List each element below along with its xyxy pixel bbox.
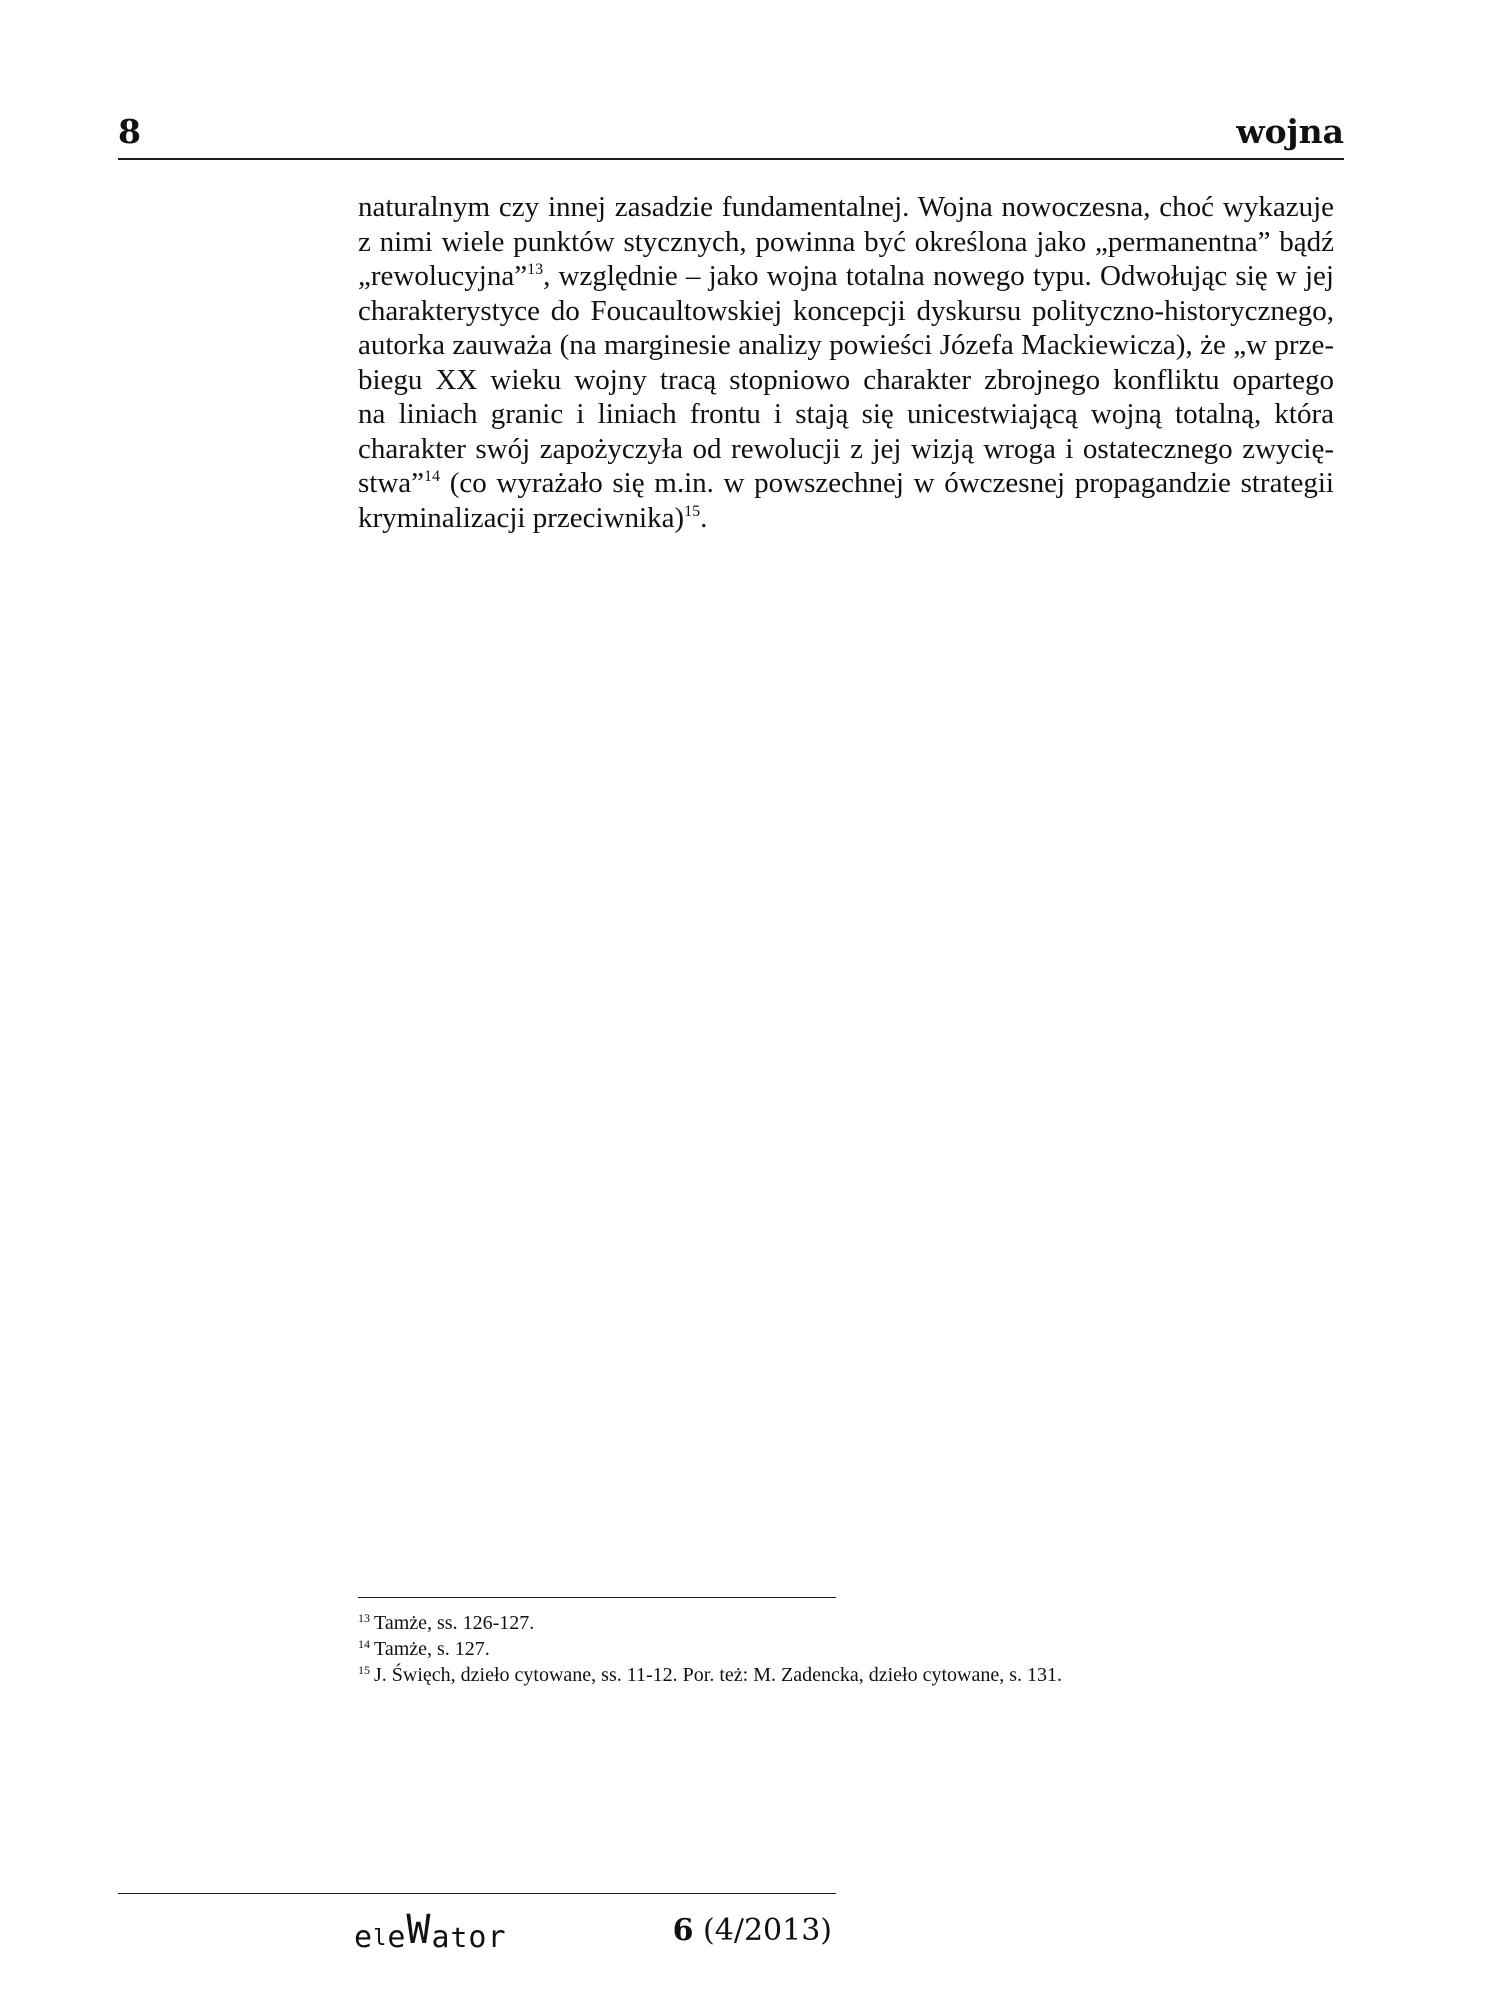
footnote-text: J. Święch, dzieło cytowane, ss. 11-12. Por. też: M. Zadencka, dzieło cytowane, s. 131. [374, 1664, 1062, 1686]
footnote [358, 1662, 1318, 1688]
body-text-segment: . [700, 501, 708, 534]
header-rule [118, 158, 1344, 160]
body-text-segment: kryminalizacji przeciwnika) [358, 501, 685, 534]
body-line [358, 259, 1334, 294]
footnotes [358, 1610, 1318, 1688]
body-text-segment: , względnie – jako wojna totalna nowego typu. Odwołując się w jej [543, 260, 1334, 292]
logo-letter: r [487, 1920, 507, 1955]
footnote-reference[interactable]: 14 [424, 468, 441, 485]
body-line: z nimi wiele punktów stycznych, powinna być określona jako „permanentna” bądź [358, 225, 1334, 258]
footnote-number: 14 [358, 1637, 370, 1651]
logo-letter: l [373, 1926, 388, 1951]
issue-number: 6 [672, 1913, 694, 1948]
running-head: wojna [1236, 112, 1344, 151]
logo-letter: e [354, 1920, 374, 1955]
body-line: autorka zauważa (na marginesie analizy powieści Józefa Mackiewicza), że „w prze- [358, 329, 1334, 361]
body-line: biegu XX wieku wojny tracą stopniowo charakter zbrojnego konfliktu opartego [358, 363, 1334, 396]
footnote [358, 1610, 1318, 1636]
body-line: naturalnym czy innej zasadzie fundamentalnej. Wojna nowoczesna, choć wykazuje [358, 191, 1334, 223]
footnote-separator [358, 1597, 836, 1598]
body-line [358, 466, 1334, 501]
body-paragraph [358, 190, 1334, 535]
logo-letter: o [468, 1920, 488, 1955]
issue-detail: (4/2013) [703, 1913, 832, 1948]
footnote-reference[interactable]: 15 [684, 502, 701, 520]
body-line: charakter swój zapożyczyła od rewolucji z jej wizją wroga i ostatecznego zwycię- [358, 432, 1334, 465]
logo-letter: e [387, 1920, 407, 1955]
body-text-segment: „rewolucyjna” [358, 260, 528, 292]
footnote-number: 15 [358, 1663, 370, 1677]
footnote [358, 1636, 1318, 1662]
logo-letter: W [406, 1907, 432, 1953]
logo-letter: a [431, 1920, 451, 1955]
body-line: charakterystyce do Foucaultowskiej koncepcji dyskursu polityczno-historycznego, [358, 294, 1334, 327]
body-line [358, 501, 1334, 536]
footnote-text: Tamże, s. 127. [374, 1638, 490, 1660]
journal-logo [354, 1907, 507, 1959]
footnote-reference[interactable]: 13 [527, 261, 544, 278]
footer-rule [118, 1893, 836, 1894]
footnote-number: 13 [358, 1611, 370, 1625]
logo-letter: t [450, 1921, 469, 1954]
page-number: 8 [118, 112, 141, 151]
body-text-segment: (co wyrażało się m.in. w powszechnej w ówczesnej propagandzie strategii [440, 467, 1334, 499]
footnote-text: Tamże, ss. 126-127. [374, 1612, 535, 1634]
issue-label [673, 1911, 832, 1951]
body-text-segment: stwa” [358, 467, 425, 499]
body-line: na liniach granic i liniach frontu i stają się unicestwiającą wojną totalną, która [358, 398, 1334, 430]
